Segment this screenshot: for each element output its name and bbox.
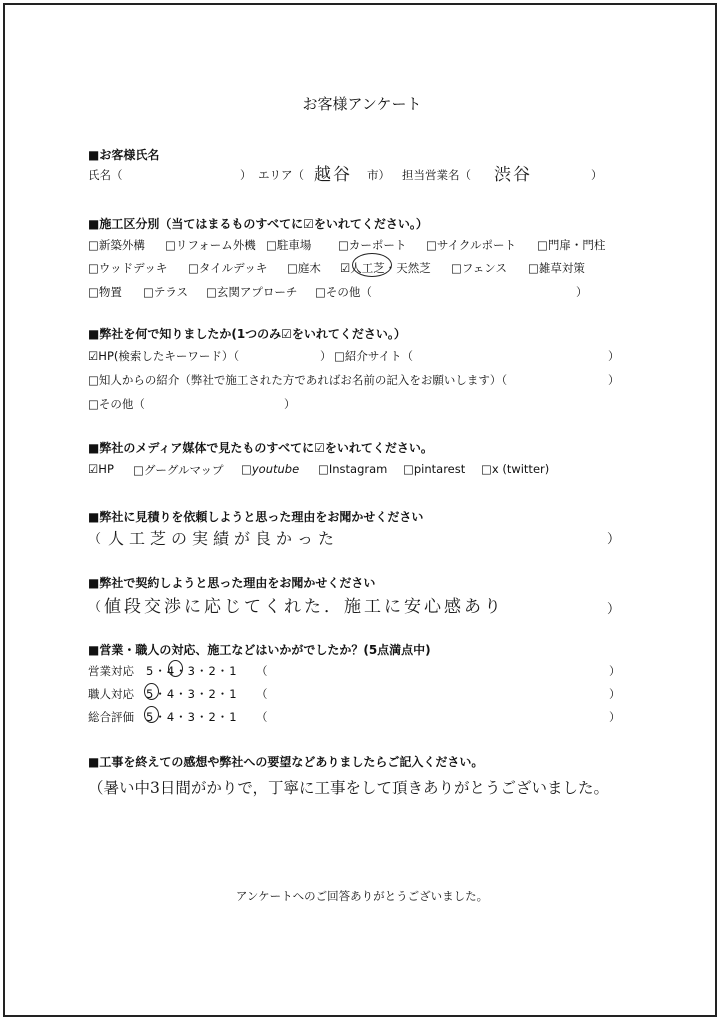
area-unit: 市） (367, 168, 390, 182)
sales-close: ） (591, 168, 603, 182)
media-option[interactable]: □Instagram (318, 462, 388, 476)
media-option[interactable]: □グーグルマップ (133, 463, 224, 477)
rating-open: （ (256, 664, 268, 678)
source-intro-site-close: ） (608, 349, 620, 363)
rating-selection-circle (144, 683, 159, 700)
contract-close: ） (607, 602, 621, 617)
rating-selection-circle (144, 706, 159, 723)
media-option[interactable]: ☑HP (88, 462, 114, 476)
media-option[interactable]: □youtube (241, 462, 300, 476)
source-hp-option[interactable]: ☑HP(検索したキーワード）（ (88, 349, 240, 363)
rating-scale[interactable]: 5・4・3・2・1 (146, 710, 238, 724)
construction-option[interactable]: □駐車場 (266, 238, 312, 252)
area-value[interactable]: 越谷 (314, 165, 352, 185)
construction-header: ■施工区分別（当てはまるものすべてに☑をいれてください。） (88, 217, 428, 231)
rating-header: ■営業・職人の対応、施工などはいかがでしたか？(5点満点中) (88, 643, 431, 657)
rating-scale[interactable]: 5・4・3・2・1 (146, 664, 238, 678)
name-close: ） (240, 168, 252, 182)
construction-option[interactable]: □庭木 (287, 261, 321, 275)
contract-open: （ (88, 600, 102, 615)
source-other-option[interactable]: □その他（ (88, 397, 145, 411)
estimate-close: ） (607, 532, 621, 547)
construction-option[interactable]: □カーポート (338, 238, 407, 252)
media-option[interactable]: □pintarest (403, 462, 466, 476)
construction-option[interactable]: □門扉・門柱 (537, 238, 606, 252)
construction-option-selected[interactable]: ☑人工芝・天然芝 (340, 261, 431, 275)
contract-header: ■弊社で契約しようと思った理由をお聞かせください (88, 576, 376, 590)
rating-close: ） (609, 710, 621, 724)
rating-scale[interactable]: 5・4・3・2・1 (146, 687, 238, 701)
source-intro-site-option[interactable]: □紹介サイト（ (334, 349, 414, 363)
rating-selection-circle (168, 660, 183, 677)
media-header: ■弊社のメディア媒体で見たものすべてに☑をいれてください。 (88, 441, 433, 455)
source-header: ■弊社を何で知りましたか(1つのみ☑をいれてください。） (88, 327, 406, 341)
estimate-header: ■弊社に見積りを依頼しようと思った理由をお聞かせください (88, 510, 424, 524)
source-acquaintance-option[interactable]: □知人からの紹介（弊社で施工された方であればお名前の記入をお願いします）（ (88, 373, 508, 387)
comments-answer[interactable]: （暑い中3日間がかりで，丁寧に工事をして頂きありがとうございました。 (88, 779, 610, 797)
rating-close: ） (609, 687, 621, 701)
rating-label: 営業対応 (88, 664, 134, 678)
construction-option[interactable]: □新築外構 (88, 238, 145, 252)
thank-you-footer: アンケートへのご回答ありがとうございました。 (235, 889, 489, 903)
comments-header: ■工事を終えての感想や弊社への要望などありましたらご記入ください。 (88, 755, 484, 769)
form-title: お客様アンケート (302, 95, 422, 113)
selection-circle (352, 253, 392, 277)
construction-option[interactable]: □雑草対策 (528, 261, 585, 275)
name-label: 氏名（ (88, 168, 123, 182)
construction-option[interactable]: □タイルデッキ (188, 261, 268, 275)
rating-label: 職人対応 (88, 687, 134, 701)
construction-option[interactable]: □テラス (143, 285, 189, 299)
other-close: ） (576, 285, 588, 299)
rating-close: ） (609, 664, 621, 678)
sales-value[interactable]: 渋谷 (494, 165, 532, 185)
construction-option[interactable]: □物置 (88, 285, 122, 299)
rating-open: （ (256, 687, 268, 701)
sales-label: 担当営業名（ (402, 168, 471, 182)
construction-option[interactable]: □サイクルポート (426, 238, 516, 252)
area-label: エリア（ (258, 168, 304, 182)
customer-header: ■お客様氏名 (88, 148, 160, 162)
contract-answer[interactable]: 値段交渉に応じてくれた．施工に安心感あり (104, 597, 504, 617)
media-option[interactable]: □x (twitter) (481, 462, 550, 476)
source-acquaintance-close: ） (608, 373, 620, 387)
rating-label: 総合評価 (88, 710, 134, 724)
rating-open: （ (256, 710, 268, 724)
source-other-close: ） (284, 397, 296, 411)
estimate-answer[interactable]: 人工芝の実績が良かった (108, 529, 340, 548)
construction-option[interactable]: □リフォーム外機 (165, 238, 256, 252)
estimate-open: （ (88, 532, 102, 547)
construction-option[interactable]: □フェンス (451, 261, 507, 275)
construction-option[interactable]: □その他（ (315, 285, 372, 299)
construction-option[interactable]: □ウッドデッキ (88, 261, 168, 275)
construction-option[interactable]: □玄関アプローチ (206, 285, 298, 299)
source-hp-close: ） (320, 349, 332, 363)
